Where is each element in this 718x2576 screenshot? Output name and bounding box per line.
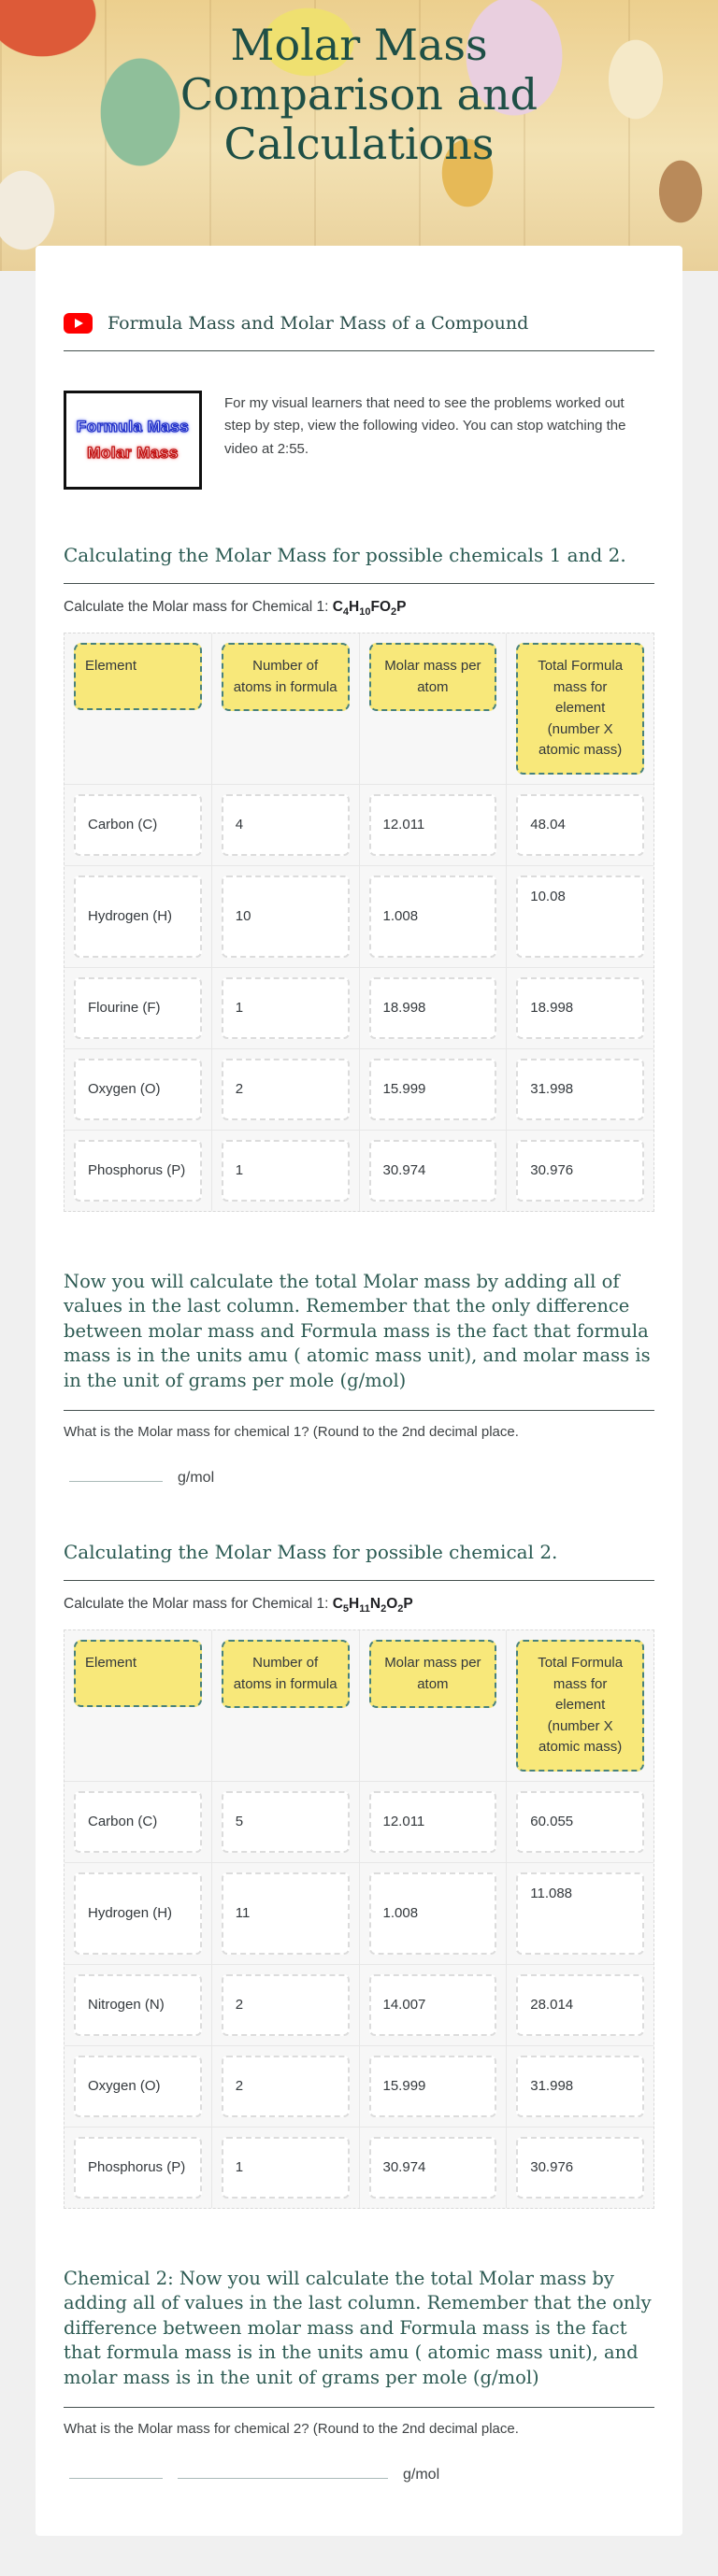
table-row <box>65 785 653 866</box>
table-answer-box[interactable]: 2 <box>222 2056 350 2117</box>
table-cell <box>65 2046 212 2127</box>
header-cell <box>360 633 508 784</box>
header-label: Total Formula mass for element (number X atomic mass) <box>516 1640 644 1772</box>
molar-mass-table-1 <box>64 633 654 1212</box>
header-label: Molar mass per atom <box>369 643 497 711</box>
table-cell <box>212 866 360 967</box>
table-row <box>65 1630 653 1782</box>
table-answer-box[interactable]: Carbon (C) <box>74 794 202 856</box>
table-answer-box[interactable]: 1 <box>222 2137 350 2199</box>
table-cell <box>507 1049 653 1130</box>
header-cell <box>65 633 212 784</box>
table-row <box>65 968 653 1049</box>
video-heading-row <box>64 313 654 334</box>
question-text: What is the Molar mass for chemical 1? (Round to the 2nd decimal place. <box>64 1424 519 1441</box>
table-cell <box>507 1782 653 1862</box>
table-answer-box[interactable]: Oxygen (O) <box>74 1059 202 1120</box>
thumbnail-text-molar-mass: Molar Mass <box>87 444 179 462</box>
table-cell <box>360 1131 508 1211</box>
instructions-paragraph: Now you will calculate the total Molar mass by adding all of values in the last column. Remember that the only difference between molar mass and Formula mass is the fact that formula mass is in the units amu ( atomic mass unit), and molar mass is in the unit of grams per mole (g/mol) <box>64 1270 651 1391</box>
table-cell <box>212 968 360 1048</box>
table-cell <box>360 968 508 1048</box>
table-cell <box>360 1863 508 1964</box>
table-answer-box[interactable]: 31.998 <box>516 1059 644 1120</box>
table-cell <box>65 2128 212 2208</box>
chemical-formula: $C_4H_{10}FO_2P$ <box>332 599 407 619</box>
section-chemical-2 <box>64 1541 654 2483</box>
section-heading: Calculating the Molar Mass for possible chemical 2. <box>64 1541 558 1564</box>
table-row <box>65 2046 653 2128</box>
table-row <box>65 1131 653 1211</box>
header-cell <box>507 633 653 784</box>
table-row <box>65 1863 653 1965</box>
table-cell <box>212 1131 360 1211</box>
table-answer-box[interactable]: 30.976 <box>516 1140 644 1202</box>
divider <box>64 583 654 584</box>
table-cell <box>65 1782 212 1862</box>
divider <box>64 1580 654 1581</box>
table-row <box>65 2128 653 2208</box>
table-cell <box>65 1965 212 2045</box>
divider <box>64 2407 654 2408</box>
video-row <box>64 391 654 490</box>
table-cell <box>212 785 360 865</box>
table-answer-box[interactable]: 28.014 <box>516 1974 644 2036</box>
table-cell <box>360 1782 508 1862</box>
thumbnail-text-formula-mass: Formula Mass <box>76 418 190 435</box>
table-row <box>65 1049 653 1131</box>
unit-label: g/mol <box>178 1470 215 1487</box>
table-row <box>65 866 653 968</box>
table-answer-box[interactable]: Hydrogen (H) <box>74 1872 202 1955</box>
header-cell <box>212 633 360 784</box>
table-cell <box>65 1863 212 1964</box>
section-chemical-1 <box>64 544 654 1487</box>
video-thumbnail[interactable] <box>64 391 202 490</box>
table-answer-box[interactable]: Oxygen (O) <box>74 2056 202 2117</box>
divider <box>64 1410 654 1411</box>
table-answer-box[interactable]: 31.998 <box>516 2056 644 2117</box>
table-answer-box[interactable]: 30.974 <box>369 1140 497 1202</box>
unit-label: g/mol <box>403 2467 440 2483</box>
prompt-text: Calculate the Molar mass for Chemical 1: <box>64 1596 333 1613</box>
table-row <box>65 633 653 785</box>
header-label: Total Formula mass for element (number X atomic mass) <box>516 643 644 775</box>
table-cell <box>65 968 212 1048</box>
table-cell <box>360 1049 508 1130</box>
table-cell <box>65 866 212 967</box>
table-answer-box[interactable]: 11.088 <box>516 1872 644 1955</box>
table-answer-box[interactable]: 1 <box>222 977 350 1039</box>
table-cell <box>507 2128 653 2208</box>
table-cell <box>360 1965 508 2045</box>
table-answer-box[interactable]: 12.011 <box>369 1791 497 1853</box>
table-answer-box[interactable]: 4 <box>222 794 350 856</box>
table-answer-box[interactable]: 1 <box>222 1140 350 1202</box>
youtube-icon <box>64 313 93 334</box>
table-answer-box[interactable]: 12.011 <box>369 794 497 856</box>
table-answer-box[interactable]: 1.008 <box>369 1872 497 1955</box>
table-cell <box>212 2128 360 2208</box>
table-answer-box[interactable]: 5 <box>222 1791 350 1853</box>
molar-mass-table-2 <box>64 1630 654 2209</box>
table-cell <box>507 1131 653 1211</box>
table-answer-box[interactable]: 48.04 <box>516 794 644 856</box>
table-answer-box[interactable]: Nitrogen (N) <box>74 1974 202 2036</box>
table-cell <box>212 1782 360 1862</box>
header-cell <box>507 1630 653 1781</box>
question-text: What is the Molar mass for chemical 2? (Round to the 2nd decimal place. <box>64 2421 519 2438</box>
table-cell <box>65 1049 212 1130</box>
chemical-formula: $C_5H_{11}N_2O_2P$ <box>332 1596 413 1615</box>
header-banner <box>0 0 718 271</box>
table-cell <box>212 2046 360 2127</box>
header-cell <box>360 1630 508 1781</box>
table-answer-box[interactable]: 1.008 <box>369 875 497 958</box>
table-answer-box[interactable]: Carbon (C) <box>74 1791 202 1853</box>
answer-blank[interactable] <box>69 2465 163 2479</box>
table-answer-box[interactable]: 11 <box>222 1872 350 1955</box>
table-prompt <box>64 599 654 618</box>
table-answer-box[interactable]: 60.055 <box>516 1791 644 1853</box>
table-cell <box>212 1049 360 1130</box>
table-answer-box[interactable]: 30.976 <box>516 2137 644 2199</box>
table-cell <box>360 866 508 967</box>
header-label: Number of atoms in formula <box>222 1640 350 1708</box>
table-cell <box>212 1965 360 2045</box>
table-answer-box[interactable]: 2 <box>222 1059 350 1120</box>
table-answer-box[interactable]: 14.007 <box>369 1974 497 2036</box>
worksheet-card <box>36 246 682 2536</box>
table-answer-box[interactable]: 10 <box>222 875 350 958</box>
table-answer-box[interactable]: Phosphorus (P) <box>74 2137 202 2199</box>
table-row <box>65 1782 653 1863</box>
answer-blank[interactable] <box>69 1468 163 1482</box>
video-description: For my visual learners that need to see the problems worked out step by step, view the following video. You can stop watching the video at 2:55. <box>224 395 626 457</box>
table-cell <box>360 785 508 865</box>
table-cell <box>507 866 653 967</box>
table-answer-box[interactable]: Flourine (F) <box>74 977 202 1039</box>
table-answer-box[interactable]: Phosphorus (P) <box>74 1140 202 1202</box>
table-answer-box[interactable]: 15.999 <box>369 2056 497 2117</box>
table-answer-box[interactable]: 30.974 <box>369 2137 497 2199</box>
video-title: Formula Mass and Molar Mass of a Compound <box>108 313 529 334</box>
header-label: Number of atoms in formula <box>222 643 350 711</box>
section-heading: Calculating the Molar Mass for possible chemicals 1 and 2. <box>64 544 626 566</box>
table-cell <box>65 1131 212 1211</box>
table-cell <box>65 785 212 865</box>
table-cell <box>360 2046 508 2127</box>
table-cell <box>507 968 653 1048</box>
table-cell <box>507 1965 653 2045</box>
page-title: Molar Mass Comparison and Calculations <box>180 20 538 169</box>
prompt-text: Calculate the Molar mass for Chemical 1: <box>64 599 333 615</box>
instructions-paragraph: Chemical 2: Now you will calculate the total Molar mass by adding all of values in the last column. Remember that the only difference between molar mass and Formula mass is the fact that formula mass is in the units amu ( atomic mass unit), and molar mass is in the unit of grams per mole (g/mol) <box>64 2267 652 2388</box>
table-answer-box[interactable]: Hydrogen (H) <box>74 875 202 958</box>
header-label: Element <box>74 1640 202 1707</box>
divider <box>64 350 654 351</box>
table-answer-box[interactable]: 18.998 <box>516 977 644 1039</box>
table-answer-box[interactable]: 2 <box>222 1974 350 2036</box>
table-cell <box>360 2128 508 2208</box>
table-cell <box>507 1863 653 1964</box>
table-cell <box>212 1863 360 1964</box>
answer-row <box>64 2465 654 2483</box>
answer-blank[interactable] <box>178 2465 388 2479</box>
table-answer-box[interactable]: 15.999 <box>369 1059 497 1120</box>
header-cell <box>65 1630 212 1781</box>
table-prompt <box>64 1596 654 1615</box>
table-cell <box>507 785 653 865</box>
table-answer-box[interactable]: 18.998 <box>369 977 497 1039</box>
table-row <box>65 1965 653 2046</box>
table-cell <box>507 2046 653 2127</box>
header-label: Molar mass per atom <box>369 1640 497 1708</box>
header-cell <box>212 1630 360 1781</box>
table-answer-box[interactable]: 10.08 <box>516 875 644 958</box>
header-label: Element <box>74 643 202 710</box>
video-section <box>64 313 654 490</box>
answer-row <box>64 1468 654 1487</box>
